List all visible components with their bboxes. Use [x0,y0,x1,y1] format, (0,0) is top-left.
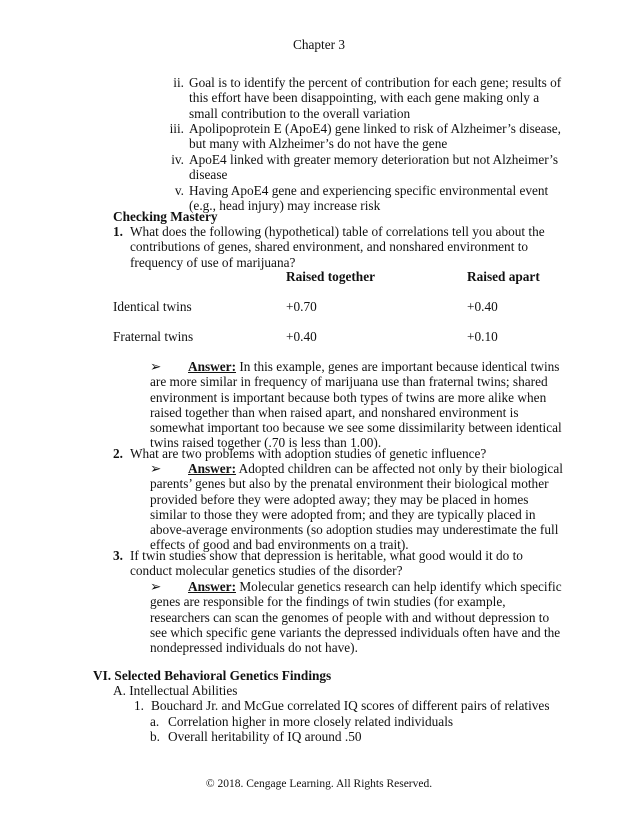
table-cell: +0.40 [286,329,317,344]
question-number: 3. [113,548,123,563]
item-letter: a. [150,714,160,729]
question-3 [113,548,563,579]
item-letter: b. [150,729,160,744]
item-number: 1. [134,698,144,713]
answer-2 [150,461,564,553]
item-text: Bouchard Jr. and McGue correlated IQ scores of different pairs of relatives [151,698,550,713]
item-text: Correlation higher in more closely related individuals [168,714,454,729]
page-header: Chapter 3 [292,37,346,52]
outline-item-ii [164,75,564,121]
outline-item-iv [164,152,564,183]
question-1 [113,224,563,270]
answer-1 [150,359,564,451]
section-vi-heading: VI. Selected Behavioral Genetics Findings [93,668,332,683]
section-vi-item-b [150,729,570,744]
table-row-label: Identical twins [113,299,192,314]
table-cell: +0.10 [467,329,498,344]
outline-item-v [164,183,564,214]
outline-text: Having ApoE4 gene and experiencing specific environmental event (e.g., head injury) may increase risk [189,183,549,214]
answer-label: Answer: [188,461,237,476]
answer-label: Answer: [188,579,237,594]
outline-number: v. [174,183,184,198]
outline-number: iii. [169,121,184,136]
question-2 [113,446,563,461]
question-text: What are two problems with adoption studies of genetic influence? [130,446,487,461]
question-text: What does the following (hypothetical) table of correlations tell you about the contributions of genes, shared environment, and nonshared environment to frequency of use of marijuana? [130,224,545,270]
table-header-raised-apart: Raised apart [467,269,540,284]
arrow-bullet-icon: ➢ [150,359,162,374]
answer-text: Adopted children can be affected not only by their biological parents’ genes but also by the prenatal environment their biological mother provided before they were adopted away; they may be placed in homes similar to those they were adopted from; and they are typically placed in above-average environments (so adoption studies may underestimate the full effects of good and bad environments on a trait). [150,461,563,553]
table-cell: +0.70 [286,299,317,314]
table-header-raised-together: Raised together [286,269,375,284]
arrow-bullet-icon: ➢ [150,579,162,594]
outline-number: iv. [171,152,184,167]
table-cell: +0.40 [467,299,498,314]
outline-text: Apolipoprotein E (ApoE4) gene linked to risk of Alzheimer’s disease, but many with Alzheimer’s do not have the gene [189,121,561,152]
question-number: 2. [113,446,123,461]
answer-label: Answer: [188,359,237,374]
answer-3 [150,579,564,655]
answer-text: In this example, genes are important because identical twins are more similar in frequency of marijuana use than fraternal twins; shared environment is important because both types of twins are more alike when raised together than when raised apart, and nonshared environment is somewhat important too because we see some dissimilarity between identical twins raised together (.70 is less than 1.00). [150,359,562,451]
table-row-label: Fraternal twins [113,329,194,344]
question-number: 1. [113,224,123,239]
outline-number: ii. [173,75,184,90]
checking-mastery-heading: Checking Mastery [113,209,218,224]
outline-item-iii [164,121,564,152]
section-vi-item-1 [134,698,574,713]
question-text: If twin studies show that depression is heritable, what good would it do to conduct molecular genetics studies of the disorder? [130,548,523,579]
item-text: Overall heritability of IQ around .50 [168,729,362,744]
subsection-a-heading: A. Intellectual Abilities [113,683,238,698]
outline-text: Goal is to identify the percent of contribution for each gene; results of this effort have been disappointing, with each gene making only a small contribution to the overall variation [189,75,562,121]
section-vi-item-a [150,714,570,729]
copyright-footer: © 2018. Cengage Learning. All Rights Reserved. [205,778,433,790]
answer-text: Molecular genetics research can help identify which specific genes are responsible for the findings of twin studies (for example, researchers can scan the genomes of people with and without depression to see which specific gene variants the depressed individuals often have and the nondepressed individuals do not have). [150,579,562,656]
arrow-bullet-icon: ➢ [150,461,162,476]
outline-text: ApoE4 linked with greater memory deterioration but not Alzheimer’s disease [189,152,559,183]
